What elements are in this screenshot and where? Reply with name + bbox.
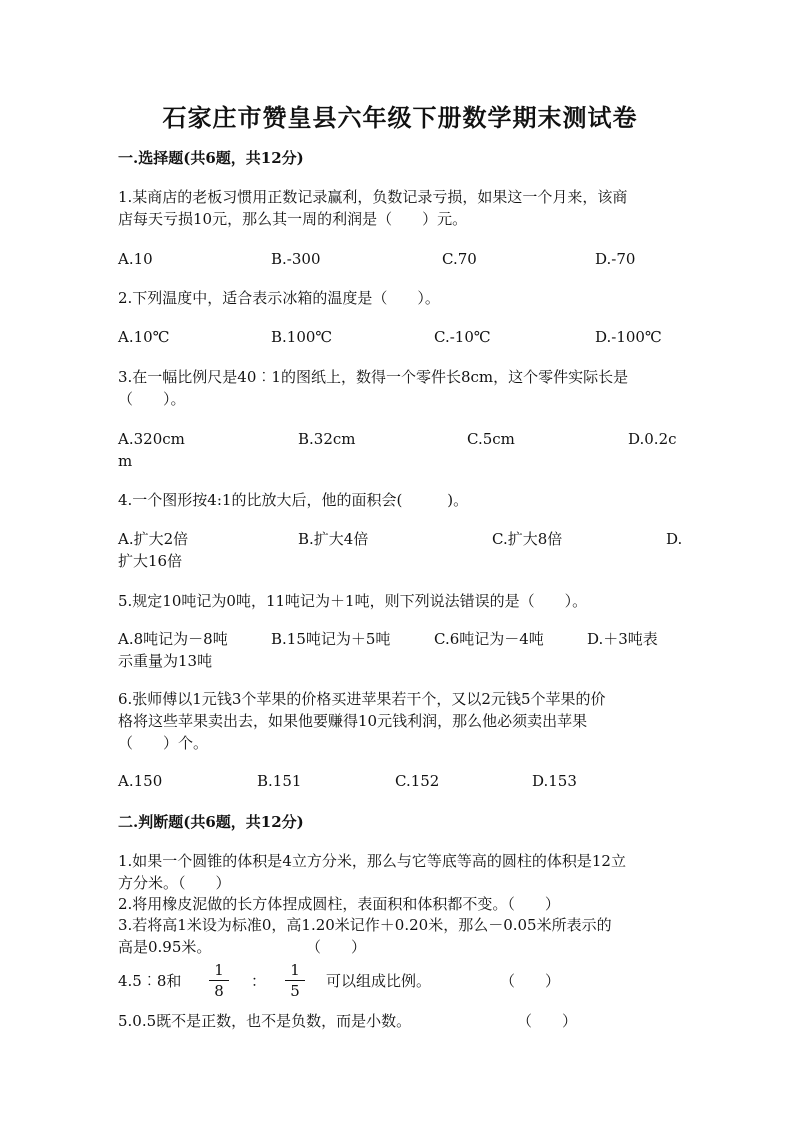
q2-option-d: D.-100℃ <box>595 328 662 346</box>
judgement-5-answer-parens: （ ） <box>517 1012 578 1030</box>
fraction-denominator: 8 <box>214 982 224 1000</box>
question-1-line-1: 1.某商店的老板习惯用正数记录赢利，负数记录亏损，如果这一个月来，该商 <box>118 188 628 206</box>
q5-option-d: D.＋3吨表 <box>587 630 658 648</box>
judgement-1-line-1: 1.如果一个圆锥的体积是4立方分米，那么与它等底等高的圆柱的体积是12立 <box>118 852 626 870</box>
question-2-line-1: 2.下列温度中，适合表示冰箱的温度是（ ）。 <box>118 289 440 307</box>
q5-option-b: B.15吨记为＋5吨 <box>271 630 391 648</box>
q3-option-d-wrap: m <box>118 452 133 470</box>
fraction-denominator: 5 <box>290 982 300 1000</box>
q4-option-d: D. <box>666 530 683 548</box>
judgement-3-answer-parens: （ ） <box>306 938 367 956</box>
question-4-line-1: 4.一个图形按4:1的比放大后，他的面积会( )。 <box>118 491 469 509</box>
judgement-4-answer-parens: （ ） <box>500 972 561 990</box>
q2-option-c: C.-10℃ <box>434 328 491 346</box>
q6-option-b: B.151 <box>257 772 302 790</box>
q3-option-c: C.5cm <box>467 430 515 448</box>
q5-option-c: C.6吨记为－4吨 <box>434 630 544 648</box>
question-5-line-1: 5.规定10吨记为0吨，11吨记为＋1吨，则下列说法错误的是（ ）。 <box>118 592 588 610</box>
q1-option-a: A.10 <box>118 250 153 268</box>
q4-option-a: A.扩大2倍 <box>118 530 189 548</box>
q6-option-a: A.150 <box>118 772 163 790</box>
question-6-line-2: 格将这些苹果卖出去，如果他要赚得10元钱利润，那么他必须卖出苹果 <box>118 712 588 730</box>
judgement-1-line-2: 方分米。（ ） <box>118 874 231 892</box>
judgement-4-prefix: 4.5︰8和 <box>118 972 182 990</box>
question-6-line-3: （ ）个。 <box>118 734 209 752</box>
fraction-numerator: 1 <box>214 961 224 979</box>
q5-option-d-wrap: 示重量为13吨 <box>118 652 213 670</box>
fraction-one-fifth <box>285 961 305 1000</box>
q1-option-c: C.70 <box>442 250 477 268</box>
question-1-line-2: 店每天亏损10元，那么其一周的利润是（ ）元。 <box>118 210 468 228</box>
q3-option-a: A.320cm <box>118 430 185 448</box>
judgement-3-line-2: 高是0.95米。 <box>118 938 212 956</box>
judgement-3-line-1: 3.若将高1米设为标准0，高1.20米记作＋0.20米，那么－0.05米所表示的 <box>118 916 612 934</box>
q2-option-b: B.100℃ <box>271 328 333 346</box>
q6-option-c: C.152 <box>395 772 440 790</box>
fraction-bar <box>285 980 305 981</box>
q1-option-b: B.-300 <box>271 250 321 268</box>
ratio-colon: ： <box>251 972 267 990</box>
q4-option-d-wrap: 扩大16倍 <box>118 552 183 570</box>
page-title: 石家庄市赞皇县六年级下册数学期末测试卷 <box>162 103 638 132</box>
fraction-numerator: 1 <box>290 961 300 979</box>
question-3-line-1: 3.在一幅比例尺是40︰1的图纸上，数得一个零件长8cm，这个零件实际长是 <box>118 368 629 386</box>
judgement-5-line-1: 5.0.5既不是正数，也不是负数，而是小数。 <box>118 1012 412 1030</box>
fraction-bar <box>209 980 229 981</box>
q5-option-a: A.8吨记为－8吨 <box>118 630 228 648</box>
fraction-one-eighth <box>209 961 229 1000</box>
q2-option-a: A.10℃ <box>118 328 170 346</box>
section-heading-judgement: 二.判断题(共6题，共12分) <box>118 813 304 831</box>
q6-option-d: D.153 <box>532 772 577 790</box>
section-heading-choice: 一.选择题(共6题，共12分) <box>118 149 304 167</box>
judgement-4-suffix: 可以组成比例。 <box>326 972 432 990</box>
q3-option-b: B.32cm <box>298 430 356 448</box>
q4-option-c: C.扩大8倍 <box>492 530 563 548</box>
q1-option-d: D.-70 <box>595 250 636 268</box>
question-3-line-2: （ ）。 <box>118 390 186 408</box>
question-6-line-1: 6.张师傅以1元钱3个苹果的价格买进苹果若干个，又以2元钱5个苹果的价 <box>118 690 606 708</box>
q4-option-b: B.扩大4倍 <box>298 530 369 548</box>
judgement-2-line-1: 2.将用橡皮泥做的长方体捏成圆柱，表面积和体积都不变。（ ） <box>118 895 560 913</box>
q3-option-d: D.0.2c <box>628 430 677 448</box>
